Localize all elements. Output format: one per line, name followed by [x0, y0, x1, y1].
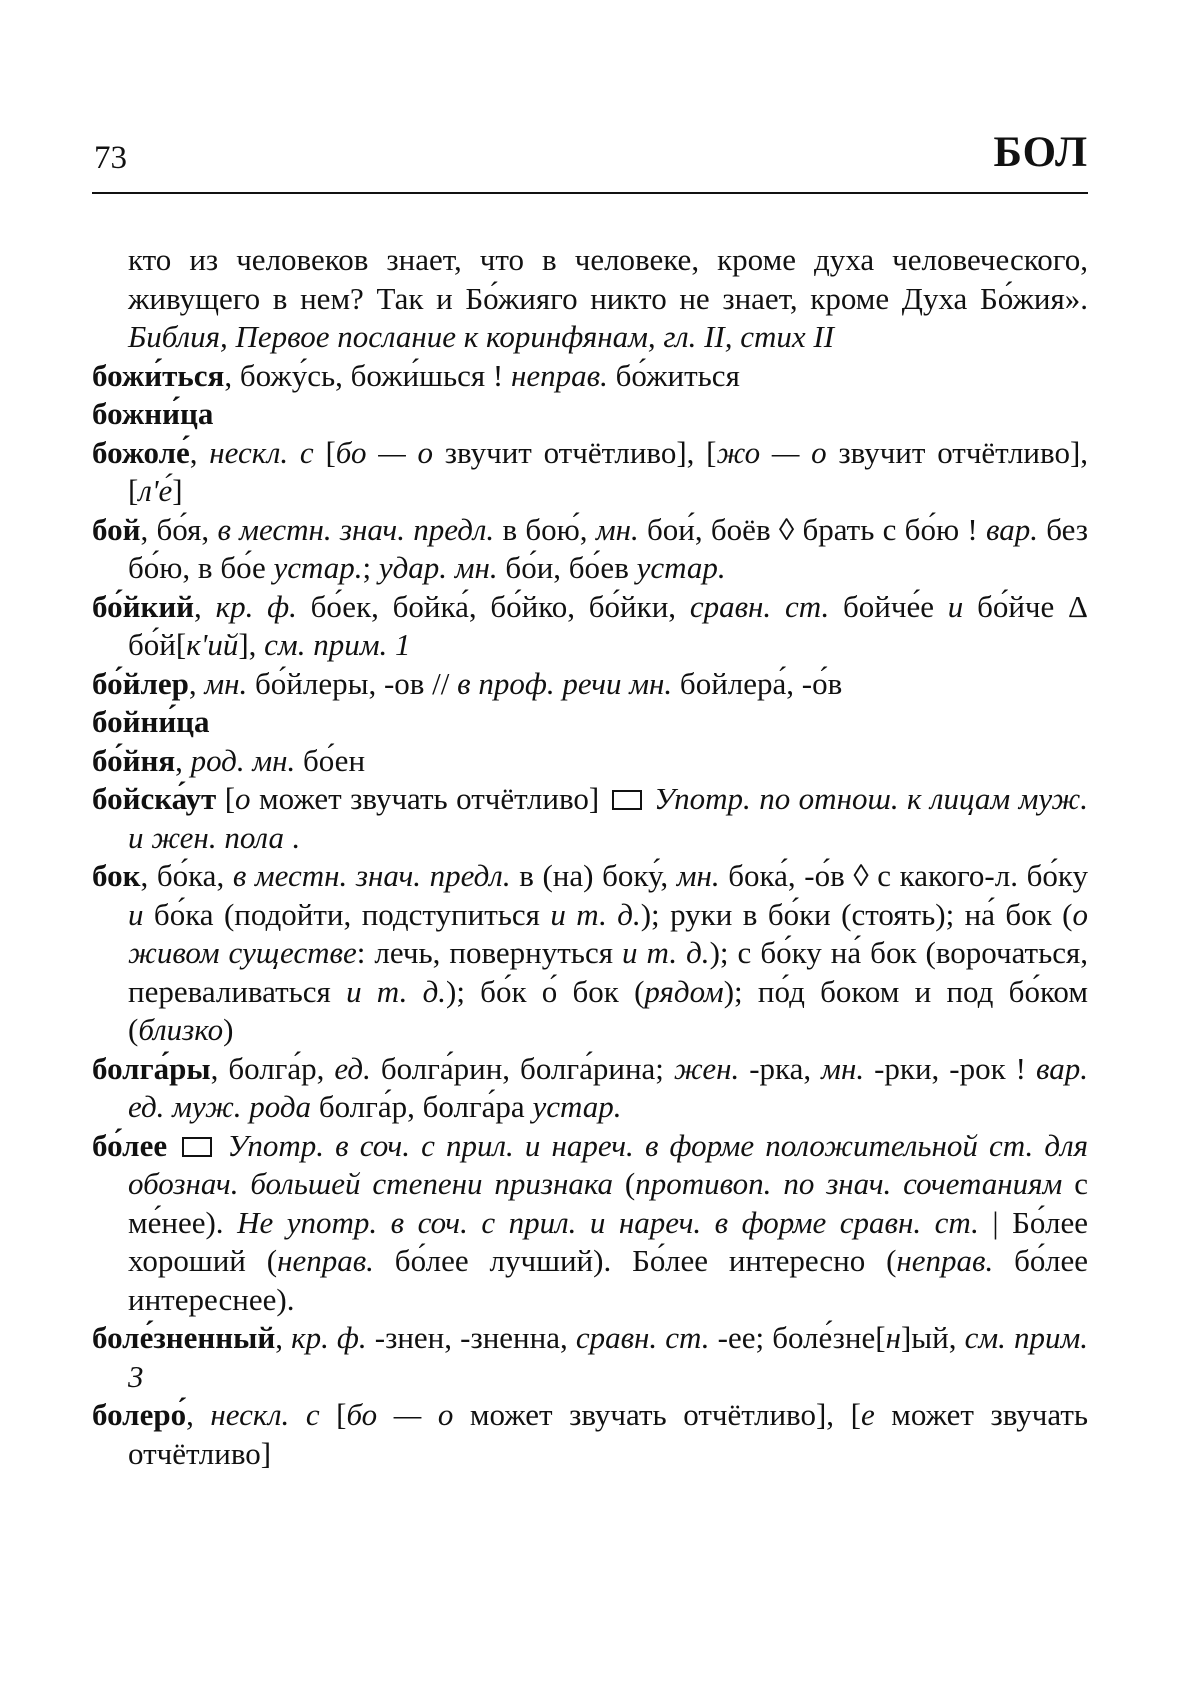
headword: болеро́	[92, 1397, 187, 1432]
dictionary-entry	[92, 742, 1088, 781]
entry-text: бо́лее лучший). Бо́лее интересно (	[373, 1243, 897, 1278]
entry-annotation: сравн. ст.	[575, 1320, 710, 1355]
entry-annotation: кр. ф.	[215, 588, 297, 624]
entry-text: болга́р, болга́ра	[311, 1089, 533, 1124]
entry-text: бо́йче Δ бо́й[	[128, 588, 1088, 662]
entry-text: [	[313, 434, 336, 470]
entry-annotation: неправ.	[277, 1243, 374, 1278]
entry-text: бойче́е	[829, 588, 948, 624]
entry-text: | Бо́лее хороший (	[128, 1204, 1088, 1278]
entry-annotation: неправ.	[896, 1243, 994, 1278]
entry-text: бока́, -о́в ◊ с какого-л. бо́ку	[719, 858, 1088, 893]
entry-text: , болга́р,	[210, 1050, 335, 1086]
entry-text: бойлера́, -о́в	[672, 665, 843, 701]
entry-annotation: см. прим. 1	[264, 627, 411, 662]
entry-text: может звучать отчётливо]	[128, 1397, 1089, 1471]
entry-text: ;	[362, 550, 379, 585]
entry-text: болга́рин, болга́рина;	[370, 1050, 674, 1086]
entry-text: бо́ка (подойти, подступиться	[143, 896, 551, 932]
entry-annotation: е	[860, 1397, 875, 1432]
headword: бо́йня	[92, 742, 176, 778]
entry-annotation: и т. д.	[550, 896, 641, 932]
entry-annotation: л'е́	[138, 473, 173, 508]
entry-annotation: о	[235, 781, 251, 816]
entry-annotation: нескл. с	[209, 434, 314, 470]
entry-text: бо́ен	[295, 742, 366, 778]
entry-annotation: о живом существе	[128, 896, 1088, 970]
entry-text: может звучать отчётливо], [	[453, 1397, 861, 1432]
headword: божоле́	[92, 434, 190, 470]
entry-text	[646, 781, 654, 816]
running-head: БОЛ	[993, 129, 1088, 176]
entry-text: бо́йлеры, -ов //	[247, 665, 458, 701]
entry-text: ,	[275, 1320, 292, 1355]
entry-annotation: бо — о	[335, 434, 434, 470]
dictionary-entry	[92, 665, 1088, 704]
dictionary-entry	[92, 1319, 1088, 1396]
entry-annotation: мн.	[595, 511, 639, 547]
headword: боле́зненный	[92, 1320, 276, 1355]
entry-text: ); с бо́ку на́ бок (ворочаться, переваливаться	[128, 935, 1088, 1009]
dictionary-entry	[92, 434, 1088, 511]
headword: бок	[92, 858, 141, 893]
entry-text: звучит отчётливо], [	[128, 434, 1089, 508]
entry-text: бо́житься	[607, 357, 740, 393]
entry-text: бои́, боёв ◊ брать с бо́ю !	[638, 511, 986, 547]
dictionary-entry	[92, 857, 1088, 1050]
entry-text: звучит отчётливо], [	[433, 434, 717, 470]
entry-text: ]	[172, 473, 183, 508]
entry-text: ,	[188, 665, 205, 701]
entry-annotation: противоп. по знач. сочетаниям	[635, 1166, 1063, 1201]
entry-annotation: Употр. по отнош. к лицам муж. и жен. пола	[128, 781, 1089, 855]
dictionary-entry	[92, 1396, 1088, 1473]
entry-text: ,	[189, 434, 210, 470]
headword: бойни́ца	[92, 704, 210, 739]
entry-annotation: н	[885, 1320, 901, 1355]
dictionary-entry	[92, 395, 1088, 434]
entry-text	[216, 1128, 227, 1163]
box-icon	[612, 790, 642, 810]
entry-annotation: близко	[138, 1012, 224, 1047]
entry-text: (	[613, 1166, 636, 1201]
entry-annotation: Употр. в соч. с прил. и нареч. в форме положительной ст. для обознач. большей степени признака	[128, 1127, 1088, 1201]
dictionary-text	[92, 241, 1088, 1473]
entry-annotation: неправ.	[511, 357, 608, 393]
entry-text: без бо́ю, в бо́е	[128, 511, 1089, 585]
entry-text: )	[223, 1012, 234, 1047]
headword: бо́йкий	[92, 588, 195, 624]
entry-annotation: в проф. речи мн.	[457, 665, 673, 701]
entry-text: .	[283, 819, 300, 855]
headword: бо́лее	[92, 1127, 168, 1163]
entry-annotation: бо — о	[346, 1397, 454, 1432]
entry-annotation: ед.	[334, 1050, 371, 1086]
entry-annotation: и	[128, 896, 144, 932]
entry-text: в бою́,	[494, 511, 596, 547]
entry-annotation: сравн. ст.	[689, 588, 830, 624]
entry-text: бо́ек, бойка́, бо́йко, бо́йки,	[296, 588, 690, 624]
entry-annotation: род. мн.	[190, 742, 296, 778]
entry-text	[167, 1128, 178, 1163]
headword: бой	[92, 511, 141, 547]
entry-text: ,	[175, 742, 191, 778]
entry-text: ); руки в бо́ки (стоять); на́ бок (	[640, 896, 1073, 932]
entry-annotation: см. прим. 3	[128, 1320, 1089, 1394]
entry-annotation: и т. д.	[622, 935, 710, 970]
entry-text: [	[319, 1397, 347, 1432]
headword: божни́ца	[92, 396, 214, 431]
entry-annotation: вар. ед. муж. рода	[128, 1050, 1088, 1124]
headword: бойска́ут	[92, 781, 217, 816]
dictionary-entry	[92, 511, 1088, 588]
entry-text: ],	[238, 627, 265, 662]
entry-annotation: жо — о	[716, 434, 827, 470]
entry-annotation: в местн. знач. предл.	[217, 511, 495, 547]
dictionary-entry	[92, 357, 1088, 396]
entry-annotation: Библия, Первое послание к коринфянам, гл. II, стих II	[128, 319, 835, 354]
quote-continuation	[92, 241, 1088, 357]
entry-text: может звучать отчётливо]	[250, 781, 608, 816]
page-number: 73	[94, 140, 127, 176]
entry-text: : лечь, повернуться	[356, 935, 623, 970]
entry-annotation: мн.	[204, 665, 248, 701]
entry-annotation: нескл. с	[210, 1397, 320, 1432]
entry-text: -рка,	[739, 1050, 822, 1086]
entry-annotation: и	[947, 588, 964, 624]
entry-text: -знен, -зненна,	[366, 1320, 576, 1355]
entry-annotation: устар.	[273, 550, 363, 585]
entry-annotation: к'ий	[186, 627, 239, 662]
entry-text: ); по́д боком и под бо́ком (	[128, 973, 1088, 1047]
entry-annotation: вар.	[985, 511, 1038, 547]
page-header	[92, 129, 1088, 194]
entry-annotation: рядом	[644, 973, 724, 1009]
entry-text: бо́лее интереснее).	[128, 1243, 1089, 1317]
dictionary-entry	[92, 1050, 1088, 1127]
entry-text: кто из человеков знает, что в человеке, кроме духа человеческого, живущего в нем? Так и Бо́жияго никто не знает, кроме Духа Бо́жия».	[128, 242, 1088, 316]
entry-text: , бо́ка,	[140, 858, 233, 893]
entry-text: -рки, -рок !	[864, 1050, 1036, 1086]
headword: божи́ться	[92, 357, 225, 393]
entry-annotation: и т. д.	[346, 973, 446, 1009]
entry-annotation: Не употр. в соч. с прил. и нареч. в форме сравн. ст.	[237, 1204, 979, 1240]
entry-text: бо́и, бо́ев	[497, 550, 637, 585]
entry-text: ,	[194, 588, 216, 624]
dictionary-entry	[92, 1127, 1088, 1320]
entry-text: [	[216, 781, 236, 816]
dictionary-entry	[92, 780, 1088, 857]
entry-text: ]ый,	[900, 1320, 965, 1355]
entry-annotation: устар.	[532, 1089, 622, 1124]
entry-annotation: удар. мн.	[378, 550, 498, 585]
entry-annotation: кр. ф.	[291, 1320, 367, 1355]
entry-text: ,	[186, 1397, 211, 1432]
entry-text: -ее; боле́зне[	[709, 1320, 886, 1355]
dictionary-entry	[92, 588, 1088, 665]
entry-text: в (на) боку́,	[510, 858, 677, 893]
entry-text: с ме́нее).	[128, 1166, 1088, 1240]
entry-annotation: мн.	[821, 1050, 865, 1086]
dictionary-entry	[92, 703, 1088, 742]
headword: бо́йлер	[92, 665, 189, 701]
headword: болга́ры	[92, 1050, 211, 1086]
box-icon	[182, 1137, 212, 1157]
entry-annotation: устар.	[636, 550, 726, 585]
entry-annotation: в местн. знач. предл.	[232, 858, 511, 893]
entry-annotation: мн.	[676, 858, 720, 893]
entry-text: , божу́сь, божи́шься !	[224, 357, 511, 393]
entry-annotation: жен.	[673, 1050, 740, 1086]
entry-text: , бо́я,	[140, 511, 218, 547]
entry-text: ); бо́к о́ бок (	[446, 973, 645, 1009]
